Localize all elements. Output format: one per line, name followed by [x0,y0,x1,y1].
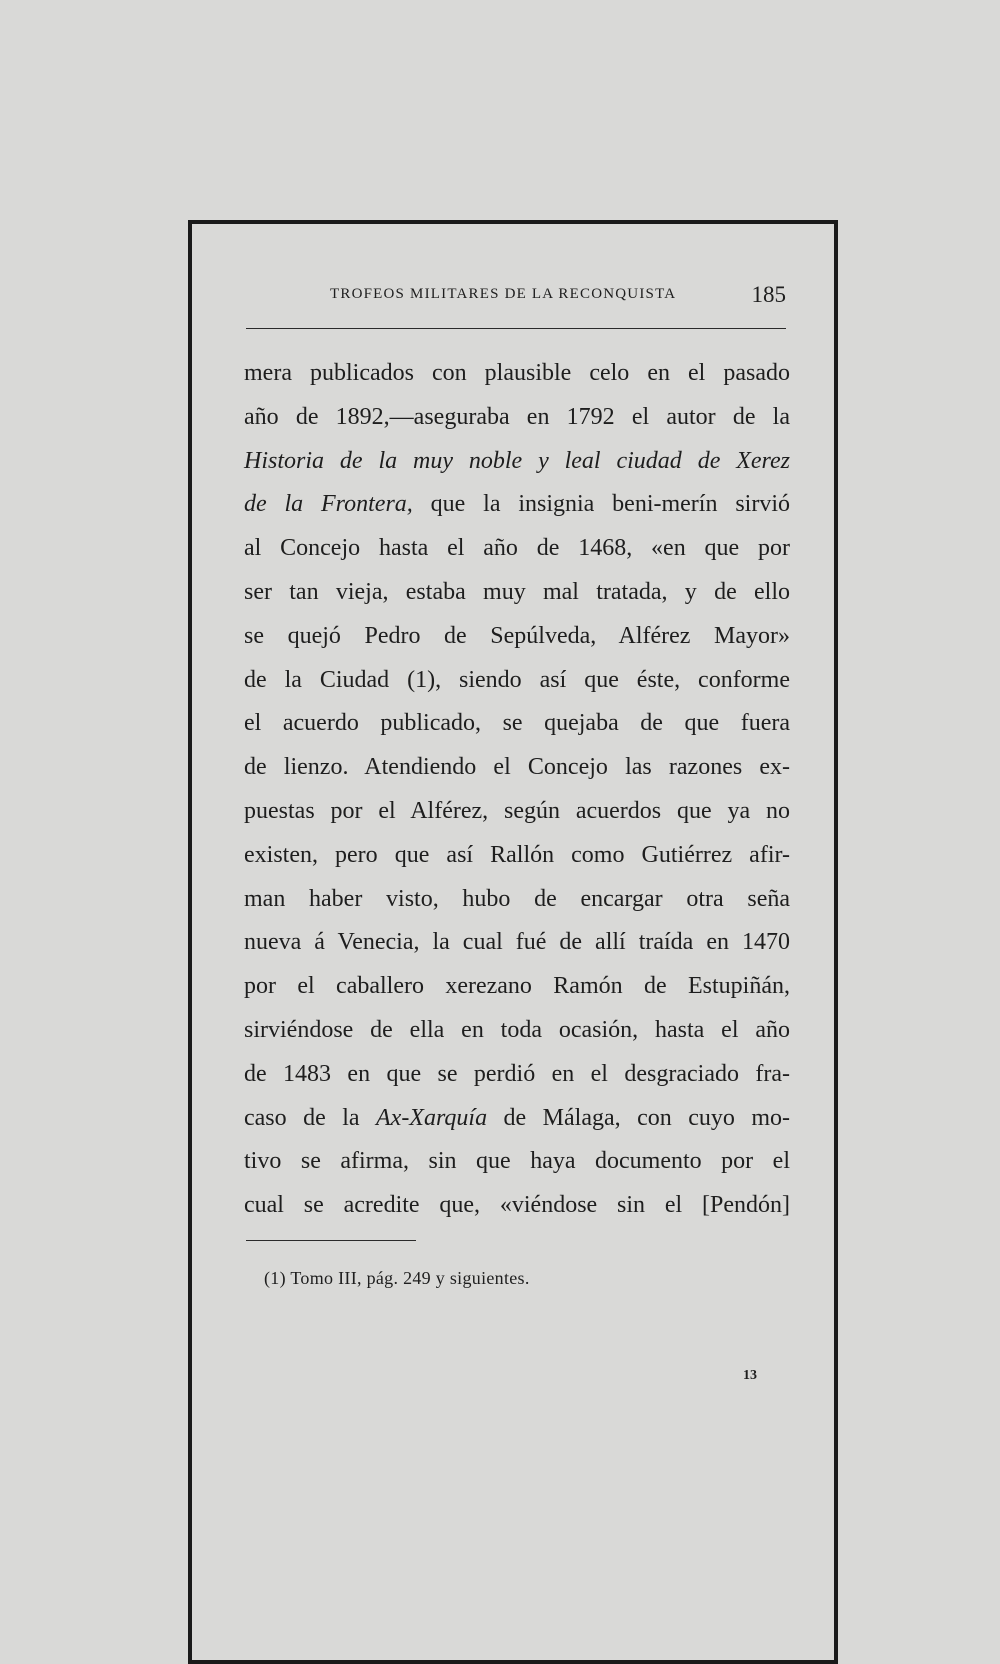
header-rule [246,328,786,329]
text-line: se quejó Pedro de Sepúlveda, Alférez Mayor» [244,622,790,649]
signature-mark: 13 [743,1368,757,1383]
text-span: caso de la [244,1104,376,1131]
text-line: año de 1892,—aseguraba en 1792 el autor de la [244,403,790,430]
text-line [244,483,790,527]
footnote-rule [246,1240,416,1241]
running-head [246,282,786,316]
text-line: de lienzo. Atendiendo el Concejo las razones ex- [244,754,790,781]
text-line: puestas por el Alférez, según acuerdos que ya no [244,797,790,824]
text-line: de 1483 en que se perdió en el desgraciado fra- [244,1060,790,1087]
text-span: de Málaga, con cuyo mo- [487,1104,790,1131]
text-line: cual se acredite que, «viéndose sin el [Pendón] [244,1192,790,1219]
text-line [244,1097,790,1141]
italic-title: de la Frontera, [244,491,413,518]
text-line: sirviéndose de ella en toda ocasión, hasta el año [244,1016,790,1043]
text-line: al Concejo hasta el año de 1468, «en que por [244,535,790,562]
italic-place-name: Ax-Xarquía [376,1104,488,1131]
text-line: de la Ciudad (1), siendo así que éste, conforme [244,666,790,693]
page-number: 185 [751,282,786,307]
footnote: (1) Tomo III, pág. 249 y siguientes. [264,1268,530,1288]
text-line: por el caballero xerezano Ramón de Estupiñán, [244,973,790,1000]
text-line: tivo se afirma, sin que haya documento por el [244,1148,790,1175]
text-line [244,440,790,484]
text-span: que la insignia beni-merín sirvió [412,491,790,518]
text-line: man haber visto, hubo de encargar otra seña [244,885,790,912]
italic-title: Historia de la muy noble y leal ciudad de Xerez [244,447,790,474]
text-line: nueva á Venecia, la cual fué de allí traída en 1470 [244,929,790,956]
text-line: mera publicados con plausible celo en el pasado [244,360,790,386]
running-title: TROFEOS MILITARES DE LA RECONQUISTA [330,286,677,302]
body-text [244,352,790,1228]
text-line: existen, pero que así Rallón como Gutiérrez afir- [244,841,790,868]
text-line: ser tan vieja, estaba muy mal tratada, y de ello [244,578,790,605]
text-line: el acuerdo publicado, se quejaba de que fuera [244,710,790,737]
